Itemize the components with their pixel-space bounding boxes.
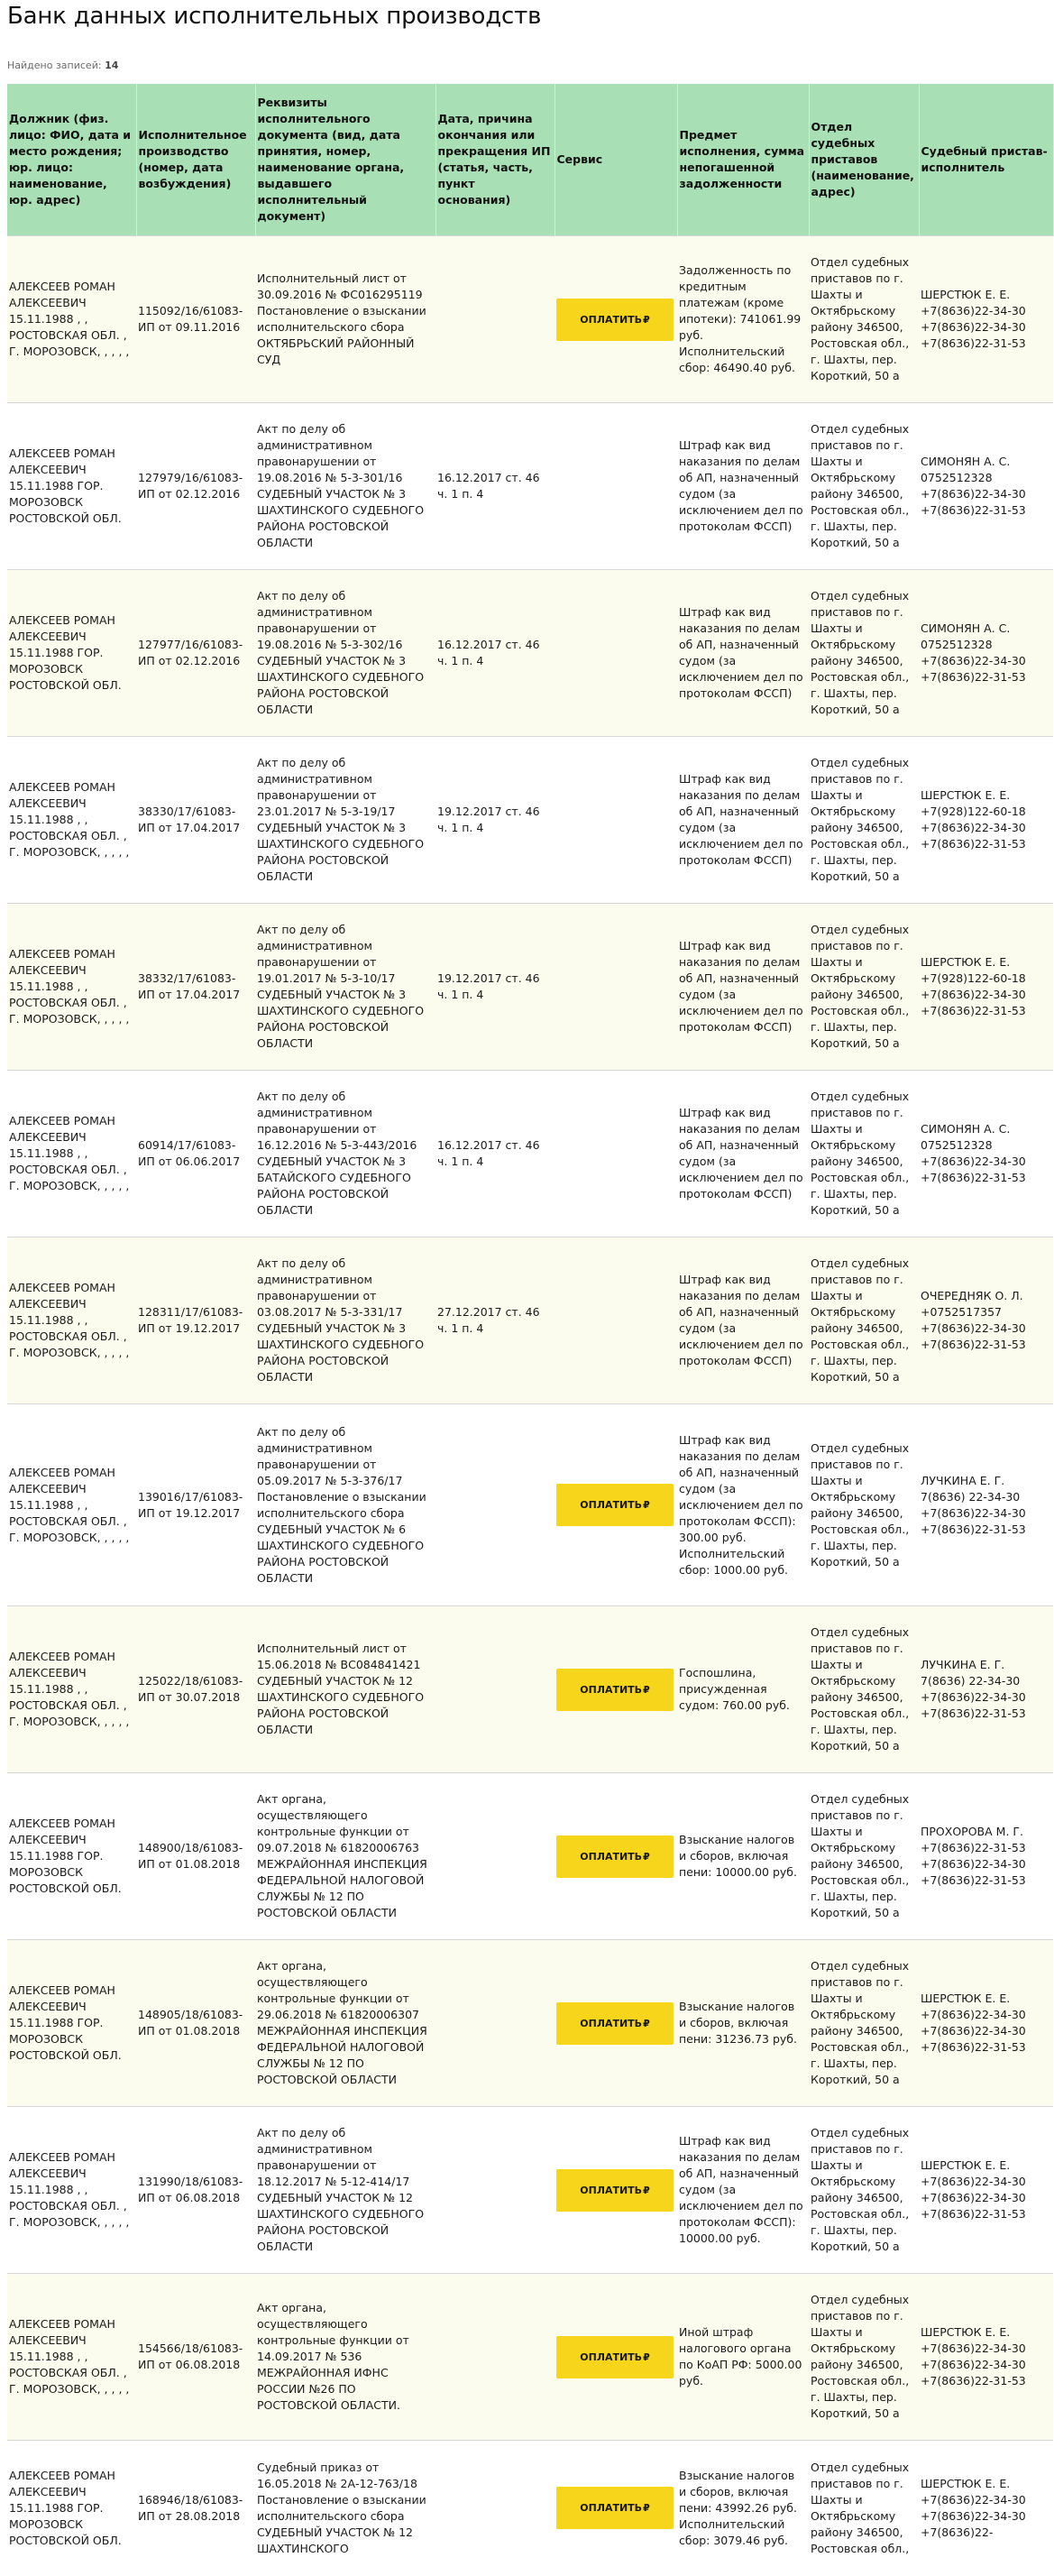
document-cell [255,1071,435,1237]
end-reason-cell-text: 19.12.2017 ст. 46 ч. 1 п. 4 [437,971,540,1001]
service-cell [554,403,677,570]
service-cell [554,904,677,1071]
proceeding-cell [136,1237,255,1404]
subject-cell [677,1606,809,1773]
bailiff-cell [919,1940,1053,2107]
debtor-cell [7,1404,136,1606]
debtor-cell-text: АЛЕКСЕЕВ РОМАН АЛЕКСЕЕВИЧ 15.11.1988 ГОР. МОРОЗОВСК РОСТОВСКОЙ ОБЛ. [9,1983,122,2062]
debtor-cell-text: АЛЕКСЕЕВ РОМАН АЛЕКСЕЕВИЧ 15.11.1988 , , РОСТОВСКАЯ ОБЛ. , Г. МОРОЗОВСК, , , , , [9,1281,130,1359]
end-reason-cell [435,904,554,1071]
pay-button[interactable] [556,299,674,341]
end-reason-cell [435,570,554,737]
bailiff-cell [919,2107,1053,2274]
pay-button-label: ОПЛАТИТЬ [580,2502,643,2515]
department-cell [809,1404,919,1606]
header-service: Сервис [554,84,677,236]
end-reason-cell [435,1606,554,1773]
bailiff-cell-text: ОЧЕРЕДНЯК О. Л. +0752517357 +7(8636)22-34-30 +7(8636)22-31-53 [921,1289,1026,1351]
department-cell-text: Отдел судебных приставов по г. Шахты и Октябрьскому району 346500, Ростовская обл., г. Шахты, пер. Короткий, 50 а [811,1792,910,1919]
end-reason-cell-text: 16.12.2017 ст. 46 ч. 1 п. 4 [437,471,540,501]
debtor-cell [7,2441,136,2576]
document-cell-text: Акт по делу об административном правонарушении от 19.08.2016 № 5-3-301/16 СУДЕБНЫЙ УЧАСТОК № 3 ШАХТИНСКОГО СУДЕБНОГО РАЙОНА РОСТОВСКОЙ ОБЛАСТИ [257,422,425,549]
bailiff-cell-text: ШЕРСТЮК Е. Е. +7(8636)22-34-30 +7(8636)22-34-30 +7(8636)22-31-53 [921,2158,1026,2221]
proceeding-cell-text: 38332/17/61083-ИП от 17.04.2017 [138,971,241,1001]
debtor-cell-text: АЛЕКСЕЕВ РОМАН АЛЕКСЕЕВИЧ 15.11.1988 , , РОСТОВСКАЯ ОБЛ. , Г. МОРОЗОВСК, , , , , [9,1650,130,1728]
end-reason-cell-text: 16.12.2017 ст. 46 ч. 1 п. 4 [437,638,540,667]
ruble-icon: ₽ [643,2017,650,2029]
proceeding-cell [136,1071,255,1237]
document-cell-text: Судебный приказ от 16.05.2018 № 2А-12-763/18 Постановление о взыскании исполнительского сбора СУДЕБНЫЙ УЧАСТОК № 12 ШАХТИНСКОГО [257,2460,426,2555]
bailiff-cell [919,1071,1053,1237]
document-cell-text: Акт по делу об административном правонарушении от 16.12.2016 № 5-3-443/2016 СУДЕБНЫЙ УЧАСТОК № 3 БАТАЙСКОГО СУДЕБНОГО РАЙОНА РОСТОВСКОЙ ОБЛАСТИ [257,1090,417,1217]
document-cell [255,1404,435,1606]
debtor-cell-text: АЛЕКСЕЕВ РОМАН АЛЕКСЕЕВИЧ 15.11.1988 ГОР. МОРОЗОВСК РОСТОВСКОЙ ОБЛ. [9,446,122,525]
bailiff-cell [919,1237,1053,1404]
proceeding-cell [136,2274,255,2441]
table-row [7,570,1053,737]
ruble-icon: ₽ [643,1499,650,1511]
debtor-cell [7,1071,136,1237]
service-cell [554,1404,677,1606]
department-cell [809,1606,919,1773]
pay-button[interactable] [556,2002,674,2045]
debtor-cell [7,737,136,904]
proceeding-cell [136,1940,255,2107]
bailiff-cell-text: ЛУЧКИНА Е. Г. 7(8636) 22-34-30 +7(8636)22-34-30 +7(8636)22-31-53 [921,1658,1026,1720]
subject-cell [677,403,809,570]
proceeding-cell-text: 128311/17/61083-ИП от 19.12.2017 [138,1305,243,1335]
table-row [7,2441,1053,2576]
table-row [7,403,1053,570]
document-cell-text: Акт по делу об административном правонарушении от 23.01.2017 № 5-3-19/17 СУДЕБНЫЙ УЧАСТОК № 3 ШАХТИНСКОГО СУДЕБНОГО РАЙОНА РОСТОВСКОЙ ОБЛАСТИ [257,756,425,883]
service-cell [554,737,677,904]
subject-cell-text: Штраф как вид наказания по делам об АП, назначенный судом (за исключением дел по протоколам ФССП) [679,939,803,1034]
proceeding-cell [136,570,255,737]
pay-button-label: ОПЛАТИТЬ [580,2184,643,2196]
document-cell-text: Акт органа, осуществляющего контрольные функции от 29.06.2018 № 61820006307 МЕЖРАЙОННАЯ ИНСПЕКЦИЯ ФЕДЕРАЛЬНОЙ НАЛОГОВОЙ СЛУЖБЫ № 12 ПО РОСТОВСКОЙ ОБЛАСТИ [257,1959,427,2086]
debtor-cell-text: АЛЕКСЕЕВ РОМАН АЛЕКСЕЕВИЧ 15.11.1988 , , РОСТОВСКАЯ ОБЛ. , Г. МОРОЗОВСК, , , , , [9,280,130,358]
proceeding-cell-text: 139016/17/61083-ИП от 19.12.2017 [138,1489,243,1520]
document-cell-text: Акт по делу об административном правонарушении от 18.12.2017 № 5-12-414/17 СУДЕБНЫЙ УЧАСТОК № 12 ШАХТИНСКОГО СУДЕБНОГО РАЙОНА РОСТОВСКОЙ ОБЛАСТИ [257,2126,425,2253]
debtor-cell [7,1940,136,2107]
department-cell [809,2274,919,2441]
debtor-cell-text: АЛЕКСЕЕВ РОМАН АЛЕКСЕЕВИЧ 15.11.1988 ГОР. МОРОЗОВСК РОСТОВСКОЙ ОБЛ. [9,2468,122,2547]
department-cell [809,403,919,570]
subject-cell-text: Штраф как вид наказания по делам об АП, назначенный судом (за исключением дел по протоколам ФССП) [679,772,803,867]
document-cell [255,737,435,904]
bailiff-cell [919,737,1053,904]
proceeding-cell-text: 131990/18/61083-ИП от 06.08.2018 [138,2175,243,2204]
end-reason-cell [435,1404,554,1606]
end-reason-cell-text: 16.12.2017 ст. 46 ч. 1 п. 4 [437,1138,540,1168]
table-row [7,1071,1053,1237]
table-row [7,1940,1053,2107]
document-cell-text: Исполнительный лист от 30.09.2016 № ФС016295119 Постановление о взыскании исполнительского сбора ОКТЯБРЬСКИЙ РАЙОННЫЙ СУД [257,271,426,366]
debtor-cell [7,236,136,403]
subject-cell [677,2107,809,2274]
service-cell [554,2107,677,2274]
department-cell [809,2107,919,2274]
document-cell [255,1237,435,1404]
end-reason-cell-text: 27.12.2017 ст. 46 ч. 1 п. 4 [437,1305,540,1335]
document-cell [255,236,435,403]
end-reason-cell [435,236,554,403]
table-row [7,236,1053,403]
subject-cell-text: Взыскание налогов и сборов, включая пени: 31236.73 руб. [679,2000,797,2046]
end-reason-cell [435,2107,554,2274]
pay-button-label: ОПЛАТИТЬ [580,2017,643,2029]
pay-button-label: ОПЛАТИТЬ [580,1683,643,1696]
bailiff-cell-text: СИМОНЯН А. С. 0752512328 +7(8636)22-34-30 +7(8636)22-31-53 [921,455,1026,517]
subject-cell [677,1940,809,2107]
proceeding-cell [136,737,255,904]
department-cell-text: Отдел судебных приставов по г. Шахты и Октябрьскому району 346500, Ростовская обл., г. Шахты, пер. Короткий, 50 а [811,2293,910,2420]
table-row [7,1404,1053,1606]
department-cell [809,236,919,403]
table-row [7,1606,1053,1773]
debtor-cell [7,2274,136,2441]
ruble-icon: ₽ [643,1683,650,1696]
bailiff-cell [919,1606,1053,1773]
debtor-cell [7,1773,136,1940]
header-subject: Предмет исполнения, сумма непогашенной задолженности [677,84,809,236]
debtor-cell-text: АЛЕКСЕЕВ РОМАН АЛЕКСЕЕВИЧ 15.11.1988 ГОР. МОРОЗОВСК РОСТОВСКОЙ ОБЛ. [9,613,122,692]
header-debtor: Должник (физ. лицо: ФИО, дата и место рождения; юр. лицо: наименование, юр. адрес) [7,84,136,236]
service-cell [554,1071,677,1237]
bailiff-cell-text: СИМОНЯН А. С. 0752512328 +7(8636)22-34-30 +7(8636)22-31-53 [921,621,1026,684]
service-cell [554,2274,677,2441]
bailiff-cell-text: ШЕРСТЮК Е. Е. +7(928)122-60-18 +7(8636)22-34-30 +7(8636)22-31-53 [921,955,1026,1017]
debtor-cell-text: АЛЕКСЕЕВ РОМАН АЛЕКСЕЕВИЧ 15.11.1988 , , РОСТОВСКАЯ ОБЛ. , Г. МОРОЗОВСК, , , , , [9,780,130,859]
subject-cell [677,1404,809,1606]
ruble-icon: ₽ [643,313,650,326]
proceeding-cell [136,2441,255,2576]
end-reason-cell [435,1237,554,1404]
proceeding-cell-text: 125022/18/61083-ИП от 30.07.2018 [138,1674,243,1704]
end-reason-cell [435,1940,554,2107]
department-cell-text: Отдел судебных приставов по г. Шахты и Октябрьскому району 346500, Ростовская обл., г. Шахты, пер. Короткий, 50 а [811,1440,910,1569]
subject-cell [677,2441,809,2576]
debtor-cell-text: АЛЕКСЕЕВ РОМАН АЛЕКСЕЕВИЧ 15.11.1988 , , РОСТОВСКАЯ ОБЛ. , Г. МОРОЗОВСК, , , , , [9,2317,130,2396]
bailiff-cell [919,1773,1053,1940]
table-body [7,236,1053,2576]
department-cell [809,1071,919,1237]
end-reason-cell-text: 19.12.2017 ст. 46 ч. 1 п. 4 [437,805,540,834]
end-reason-cell [435,1773,554,1940]
header-end-reason: Дата, причина окончания или прекращения ИП (статья, часть, пункт основания) [435,84,554,236]
document-cell-text: Исполнительный лист от 15.06.2018 № ВС084841421 СУДЕБНЫЙ УЧАСТОК № 12 ШАХТИНСКОГО СУДЕБНОГО РАЙОНА РОСТОВСКОЙ ОБЛАСТИ [257,1642,425,1736]
department-cell-text: Отдел судебных приставов по г. Шахты и Октябрьскому району 346500, Ростовская обл., [811,2460,910,2555]
header-proceeding: Исполнительное производство (номер, дата возбуждения) [136,84,255,236]
department-cell-text: Отдел судебных приставов по г. Шахты и Октябрьскому району 346500, Ростовская обл., г. Шахты, пер. Короткий, 50 а [811,589,910,716]
bailiff-cell [919,236,1053,403]
proceeding-cell [136,403,255,570]
bailiff-cell [919,2274,1053,2441]
service-cell [554,236,677,403]
subject-cell-text: Штраф как вид наказания по делам об АП, назначенный судом (за исключением дел по протоколам ФССП) [679,1273,803,1367]
end-reason-cell [435,2441,554,2576]
debtor-cell [7,570,136,737]
header-document: Реквизиты исполнительного документа (вид, дата принятия, номер, наименование органа, выдавшего исполнительный документ) [255,84,435,236]
department-cell-text: Отдел судебных приставов по г. Шахты и Октябрьскому району 346500, Ростовская обл., г. Шахты, пер. Короткий, 50 а [811,1625,910,1753]
debtor-cell [7,1237,136,1404]
ruble-icon: ₽ [643,1850,650,1863]
service-cell [554,1606,677,1773]
bailiff-cell [919,403,1053,570]
bailiff-cell [919,2441,1053,2576]
subject-cell-text: Госпошлина, присужденная судом: 760.00 руб. [679,1666,790,1712]
proceeding-cell [136,1606,255,1773]
department-cell-text: Отдел судебных приставов по г. Шахты и Октябрьскому району 346500, Ростовская обл., г. Шахты, пер. Короткий, 50 а [811,1090,910,1217]
department-cell-text: Отдел судебных приставов по г. Шахты и Октябрьскому району 346500, Ростовская обл., г. Шахты, пер. Короткий, 50 а [811,255,910,382]
ruble-icon: ₽ [643,2502,650,2515]
subject-cell [677,236,809,403]
ruble-icon: ₽ [643,2351,650,2363]
table-row [7,1237,1053,1404]
service-cell [554,570,677,737]
document-cell [255,570,435,737]
subject-cell [677,904,809,1071]
subject-cell-text: Иной штраф налогового органа по КоАП РФ: 5000.00 руб. [679,2325,802,2387]
bailiff-cell [919,904,1053,1071]
debtor-cell-text: АЛЕКСЕЕВ РОМАН АЛЕКСЕЕВИЧ 15.11.1988 , , РОСТОВСКАЯ ОБЛ. , Г. МОРОЗОВСК, , , , , [9,1465,130,1544]
pay-button[interactable] [556,1669,674,1711]
document-cell-text: Акт по делу об административном правонарушении от 19.08.2016 № 5-3-302/16 СУДЕБНЫЙ УЧАСТОК № 3 ШАХТИНСКОГО СУДЕБНОГО РАЙОНА РОСТОВСКОЙ ОБЛАСТИ [257,589,425,716]
proceeding-cell-text: 148905/18/61083-ИП от 01.08.2018 [138,2008,243,2038]
table-header-row [7,84,1053,236]
end-reason-cell [435,403,554,570]
document-cell [255,904,435,1071]
subject-cell [677,1773,809,1940]
document-cell [255,2441,435,2576]
bailiff-cell-text: ШЕРСТЮК Е. Е. +7(8636)22-34-30 +7(8636)22-34-30 +7(8636)22-31-53 [921,1992,1026,2054]
proceeding-cell [136,904,255,1071]
subject-cell-text: Взыскание налогов и сборов, включая пени: 43992.26 руб. Исполнительский сбор: 3079.46 руб. [679,2468,797,2547]
subject-cell [677,570,809,737]
department-cell [809,1773,919,1940]
bailiff-cell-text: ШЕРСТЮК Е. Е. +7(8636)22-34-30 +7(8636)22-34-30 +7(8636)22- [921,2476,1026,2539]
service-cell [554,1237,677,1404]
bailiff-cell-text: ШЕРСТЮК Е. Е. +7(928)122-60-18 +7(8636)22-34-30 +7(8636)22-31-53 [921,788,1026,851]
pay-button[interactable] [556,2169,674,2212]
proceeding-cell-text: 154566/18/61083-ИП от 06.08.2018 [138,2341,243,2371]
subject-cell-text: Штраф как вид наказания по делам об АП, назначенный судом (за исключением дел по протоколам ФССП) [679,1106,803,1201]
proceeding-cell [136,1773,255,1940]
table-row [7,2107,1053,2274]
service-cell [554,1773,677,1940]
proceeding-cell-text: 38330/17/61083-ИП от 17.04.2017 [138,805,241,834]
document-cell [255,2107,435,2274]
document-cell [255,403,435,570]
results-table-wrapper [7,84,1048,2576]
debtor-cell [7,403,136,570]
pay-button[interactable] [556,2487,674,2529]
pay-button[interactable] [556,1835,674,1878]
department-cell-text: Отдел судебных приставов по г. Шахты и Октябрьскому району 346500, Ростовская обл., г. Шахты, пер. Короткий, 50 а [811,2126,910,2253]
subject-cell [677,1237,809,1404]
bailiff-cell-text: СИМОНЯН А. С. 0752512328 +7(8636)22-34-30 +7(8636)22-31-53 [921,1122,1026,1184]
proceeding-cell [136,2107,255,2274]
department-cell [809,1237,919,1404]
debtor-cell-text: АЛЕКСЕЕВ РОМАН АЛЕКСЕЕВИЧ 15.11.1988 ГОР. МОРОЗОВСК РОСТОВСКОЙ ОБЛ. [9,1817,122,1895]
end-reason-cell [435,2274,554,2441]
proceeding-cell [136,236,255,403]
table-row [7,737,1053,904]
service-cell [554,2441,677,2576]
table-row [7,2274,1053,2441]
proceeding-cell-text: 148900/18/61083-ИП от 01.08.2018 [138,1841,243,1871]
proceeding-cell-text: 115092/16/61083-ИП от 09.11.2016 [138,304,243,334]
debtor-cell-text: АЛЕКСЕЕВ РОМАН АЛЕКСЕЕВИЧ 15.11.1988 , , РОСТОВСКАЯ ОБЛ. , Г. МОРОЗОВСК, , , , , [9,947,130,1026]
debtor-cell [7,904,136,1071]
department-cell [809,570,919,737]
pay-button-label: ОПЛАТИТЬ [580,313,643,326]
subject-cell-text: Штраф как вид наказания по делам об АП, назначенный судом (за исключением дел по протоколам ФССП): 10000.00 руб. [679,2134,803,2245]
proceeding-cell-text: 127977/16/61083-ИП от 02.12.2016 [138,638,243,667]
bailiff-cell [919,1404,1053,1606]
document-cell-text: Акт органа, осуществляющего контрольные функции от 14.09.2017 № 536 МЕЖРАЙОННАЯ ИФНС РОССИИ №26 ПО РОСТОВСКОЙ ОБЛАСТИ. [257,2301,409,2412]
pay-button-label: ОПЛАТИТЬ [580,1850,643,1863]
records-found-count: 14 [105,60,119,71]
document-cell-text: Акт по делу об административном правонарушении от 03.08.2017 № 5-3-331/17 СУДЕБНЫЙ УЧАСТОК № 3 ШАХТИНСКОГО СУДЕБНОГО РАЙОНА РОСТОВСКОЙ ОБЛАСТИ [257,1256,425,1384]
department-cell-text: Отдел судебных приставов по г. Шахты и Октябрьскому району 346500, Ростовская обл., г. Шахты, пер. Короткий, 50 а [811,756,910,883]
records-found-label: Найдено записей: [7,60,102,71]
bailiff-cell-text: ПРОХОРОВА М. Г. +7(8636)22-31-53 +7(8636)22-34-30 +7(8636)22-31-53 [921,1825,1026,1887]
document-cell [255,1606,435,1773]
document-cell [255,1773,435,1940]
pay-button[interactable] [556,1484,674,1526]
bailiff-cell [919,570,1053,737]
department-cell-text: Отдел судебных приставов по г. Шахты и Октябрьскому району 346500, Ростовская обл., г. Шахты, пер. Короткий, 50 а [811,422,910,549]
document-cell-text: Акт по делу об административном правонарушении от 19.01.2017 № 5-3-10/17 СУДЕБНЫЙ УЧАСТОК № 3 ШАХТИНСКОГО СУДЕБНОГО РАЙОНА РОСТОВСКОЙ ОБЛАСТИ [257,923,425,1050]
bailiff-cell-text: ШЕРСТЮК Е. Е. +7(8636)22-34-30 +7(8636)22-34-30 +7(8636)22-31-53 [921,288,1026,350]
subject-cell [677,1071,809,1237]
pay-button[interactable] [556,2336,674,2378]
debtor-cell [7,1606,136,1773]
ruble-icon: ₽ [643,2184,650,2196]
end-reason-cell [435,1071,554,1237]
pay-button-label: ОПЛАТИТЬ [580,2351,643,2363]
department-cell [809,2441,919,2576]
debtor-cell-text: АЛЕКСЕЕВ РОМАН АЛЕКСЕЕВИЧ 15.11.1988 , , РОСТОВСКАЯ ОБЛ. , Г. МОРОЗОВСК, , , , , [9,2150,130,2229]
department-cell [809,737,919,904]
department-cell-text: Отдел судебных приставов по г. Шахты и Октябрьскому району 346500, Ростовская обл., г. Шахты, пер. Короткий, 50 а [811,1256,910,1384]
subject-cell [677,737,809,904]
subject-cell-text: Штраф как вид наказания по делам об АП, назначенный судом (за исключением дел по протоколам ФССП): 300.00 руб. Исполнительский сбор: 1000.00 руб. [679,1432,803,1577]
department-cell [809,904,919,1071]
subject-cell-text: Задолженность по кредитным платежам (кроме ипотеки): 741061.99 руб. Исполнительский сбор: 46490.40 руб. [679,263,802,374]
subject-cell [677,2274,809,2441]
proceeding-cell [136,1404,255,1606]
service-cell [554,1940,677,2107]
document-cell-text: Акт органа, осуществляющего контрольные функции от 09.07.2018 № 61820006763 МЕЖРАЙОННАЯ ИНСПЕКЦИЯ ФЕДЕРАЛЬНОЙ НАЛОГОВОЙ СЛУЖБЫ № 12 ПО РОСТОВСКОЙ ОБЛАСТИ [257,1792,427,1919]
subject-cell-text: Штраф как вид наказания по делам об АП, назначенный судом (за исключением дел по протоколам ФССП) [679,605,803,700]
proceeding-cell-text: 168946/18/61083-ИП от 28.08.2018 [138,2492,243,2523]
proceeding-cell-text: 60914/17/61083-ИП от 06.06.2017 [138,1138,241,1168]
table-row [7,904,1053,1071]
results-table [7,84,1054,2576]
debtor-cell [7,2107,136,2274]
bailiff-cell-text: ШЕРСТЮК Е. Е. +7(8636)22-34-30 +7(8636)22-34-30 +7(8636)22-31-53 [921,2325,1026,2387]
subject-cell-text: Взыскание налогов и сборов, включая пени: 10000.00 руб. [679,1833,797,1879]
header-department: Отдел судебных приставов (наименование, адрес) [809,84,919,236]
bailiff-cell-text: ЛУЧКИНА Е. Г. 7(8636) 22-34-30 +7(8636)22-34-30 +7(8636)22-31-53 [921,1473,1026,1536]
document-cell [255,1940,435,2107]
records-found [7,60,118,71]
end-reason-cell [435,737,554,904]
department-cell-text: Отдел судебных приставов по г. Шахты и Октябрьскому району 346500, Ростовская обл., г. Шахты, пер. Короткий, 50 а [811,923,910,1050]
department-cell-text: Отдел судебных приставов по г. Шахты и Октябрьскому району 346500, Ростовская обл., г. Шахты, пер. Короткий, 50 а [811,1959,910,2086]
document-cell [255,2274,435,2441]
header-bailiff: Судебный пристав-исполнитель [919,84,1053,236]
department-cell [809,1940,919,2107]
subject-cell-text: Штраф как вид наказания по делам об АП, назначенный судом (за исключением дел по протоколам ФССП) [679,438,803,533]
table-row [7,1773,1053,1940]
document-cell-text: Акт по делу об административном правонарушении от 05.09.2017 № 5-3-376/17 Постановление о взыскании исполнительского сбора СУДЕБНЫЙ УЧАСТОК № 6 ШАХТИНСКОГО СУДЕБНОГО РАЙОНА РОСТОВСКОЙ ОБЛАСТИ [257,1424,426,1585]
debtor-cell-text: АЛЕКСЕЕВ РОМАН АЛЕКСЕЕВИЧ 15.11.1988 , , РОСТОВСКАЯ ОБЛ. , Г. МОРОЗОВСК, , , , , [9,1114,130,1192]
proceeding-cell-text: 127979/16/61083-ИП от 02.12.2016 [138,471,243,501]
pay-button-label: ОПЛАТИТЬ [580,1499,643,1511]
page-title: Банк данных исполнительных производств [7,3,542,30]
